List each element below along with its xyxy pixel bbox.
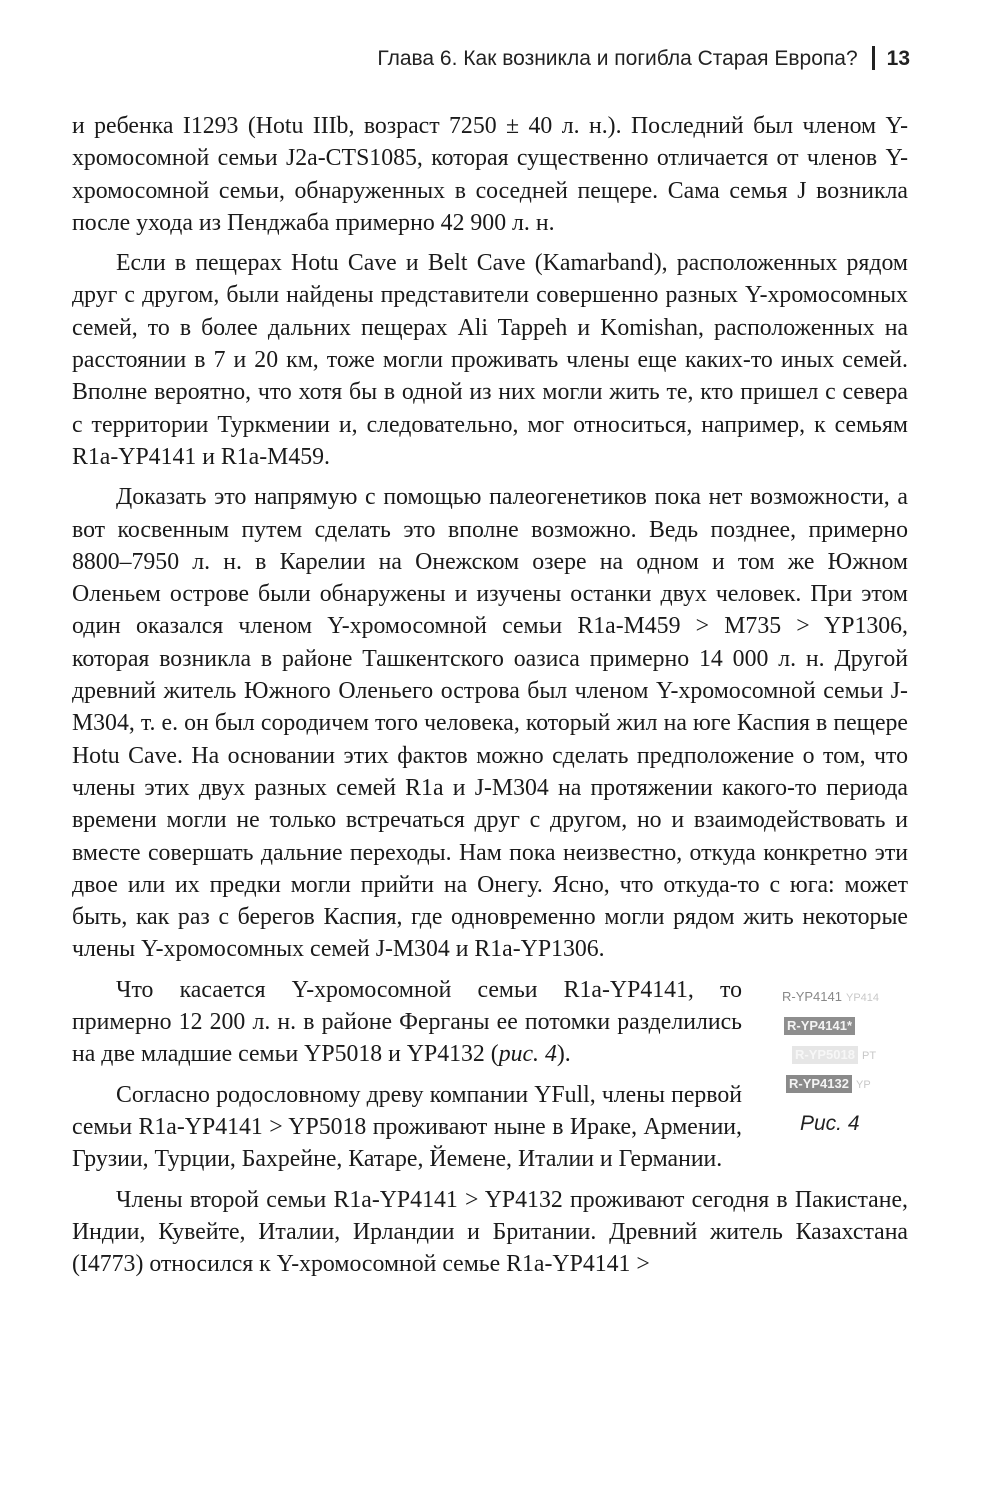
header-divider bbox=[872, 46, 875, 70]
figure-row bbox=[764, 978, 914, 1007]
figure-caption: Рис. 4 bbox=[800, 1111, 860, 1135]
tree-node-label: R-YP5018 bbox=[792, 1046, 858, 1064]
tree-node-side-label: YP bbox=[855, 1078, 871, 1091]
paragraph-text-end: ). bbox=[556, 1041, 571, 1068]
figure-section bbox=[72, 974, 908, 1176]
figure-row bbox=[764, 1065, 914, 1094]
chapter-title: Глава 6. Как возникла и погибла Старая Европа? bbox=[377, 47, 858, 70]
paragraph: Члены второй семьи R1a-YP4141 > YP4132 проживают сегодня в Пакистане, Индии, Кувейте, Италии, Ирландии и Британии. Древний житель Казахстана (I4773) относился к Y-хромосомной семье R1a-YP4141 > bbox=[72, 1186, 908, 1278]
page-number: 13 bbox=[886, 47, 910, 70]
figure-reference: рис. 4 bbox=[498, 1041, 557, 1068]
tree-node-side-label: PT bbox=[861, 1049, 877, 1062]
tree-node-side-label: YP414 bbox=[845, 991, 880, 1004]
paragraph-text: Что касается Y-хромосомной семьи R1a-YP4141, то примерно 12 200 л. н. в районе Ферганы ее потомки разделились на две младшие семьи YP5018 и YP4132 ( bbox=[72, 976, 742, 1068]
paragraph: Если в пещерах Hotu Cave и Belt Cave (Kamarband), расположенных рядом друг с другом, были найдены представители совершенно разных Y-хромосомных семей, то в более дальних пещерах Ali Tappeh и Komishan, расположенных на расстоянии в 7 и 20 км, тоже могли проживать члены еще каких-то иных семей. Вполне вероятно, что хотя бы в одной из них могли жить те, кто пришел с севера с территории Туркмении и, следовательно, мог относиться, например, к семьям R1a-YP4141 и R1a-M459. bbox=[72, 250, 908, 470]
tree-node-label: R-YP4141 bbox=[782, 988, 842, 1004]
tree-node-label: R-YP4132 bbox=[786, 1075, 852, 1093]
paragraph: и ребенка I1293 (Hotu IIIb, возраст 7250 ± 40 л. н.). Последний был членом Y-хромосомной семьи J2a-CTS1085, которая существенно отличается от членов Y-хромосомной семьи, обнаруженных в соседней пещере. Сама семья J возникла после ухода из Пенджаба примерно 42 900 л. н. bbox=[72, 113, 908, 236]
paragraph: Доказать это напрямую с помощью палеогенетиков пока нет возможности, а вот косвенным путем сделать это вполне возможно. Ведь позднее, примерно 8800–7950 л. н. в Карелии на Онежском озере на одном и том же Южном Оленьем острове были обнаружены и изучены останки двух человек. При этом один оказался членом Y-хромосомной семьи R1a-M459 > M735 > YP1306, которая возникла в районе Ташкентского оазиса примерно 14 000 л. н. Другой древний житель Южного Оленьего острова был членом Y-хромосомной семьи J-M304, т. е. он был сородичем того человека, который жил на юге Каспия в пещере Hotu Cave. На основании этих фактов можно сделать предположение о том, что члены этих двух разных семей R1a и J-M304 на протяжении какого-то периода времени могли не только встречаться друг с другом, но и взаимодействовать и вместе совершать дальние переходы. Нам пока неизвестно, откуда конкретно эти двое или их предки могли прийти на Онегу. Ясно, что откуда-то с юга: может быть, как раз с берегов Каспия, где одновременно могли рядом жить некоторые члены Y-хромосомных семей J-M304 и R1a-YP1306. bbox=[72, 484, 908, 963]
figure-row bbox=[764, 1036, 914, 1065]
body-text bbox=[72, 110, 908, 1288]
paragraph: Согласно родословному древу компании YFull, члены первой семьи R1a-YP4141 > YP5018 проживают ныне в Ираке, Армении, Грузии, Турции, Бахрейне, Катаре, Йемене, Италии и Германии. bbox=[72, 1081, 742, 1173]
figure-4 bbox=[764, 978, 914, 1140]
running-header bbox=[70, 46, 910, 71]
tree-node-label: R-YP4141* bbox=[784, 1017, 855, 1035]
figure-row bbox=[764, 1007, 914, 1036]
